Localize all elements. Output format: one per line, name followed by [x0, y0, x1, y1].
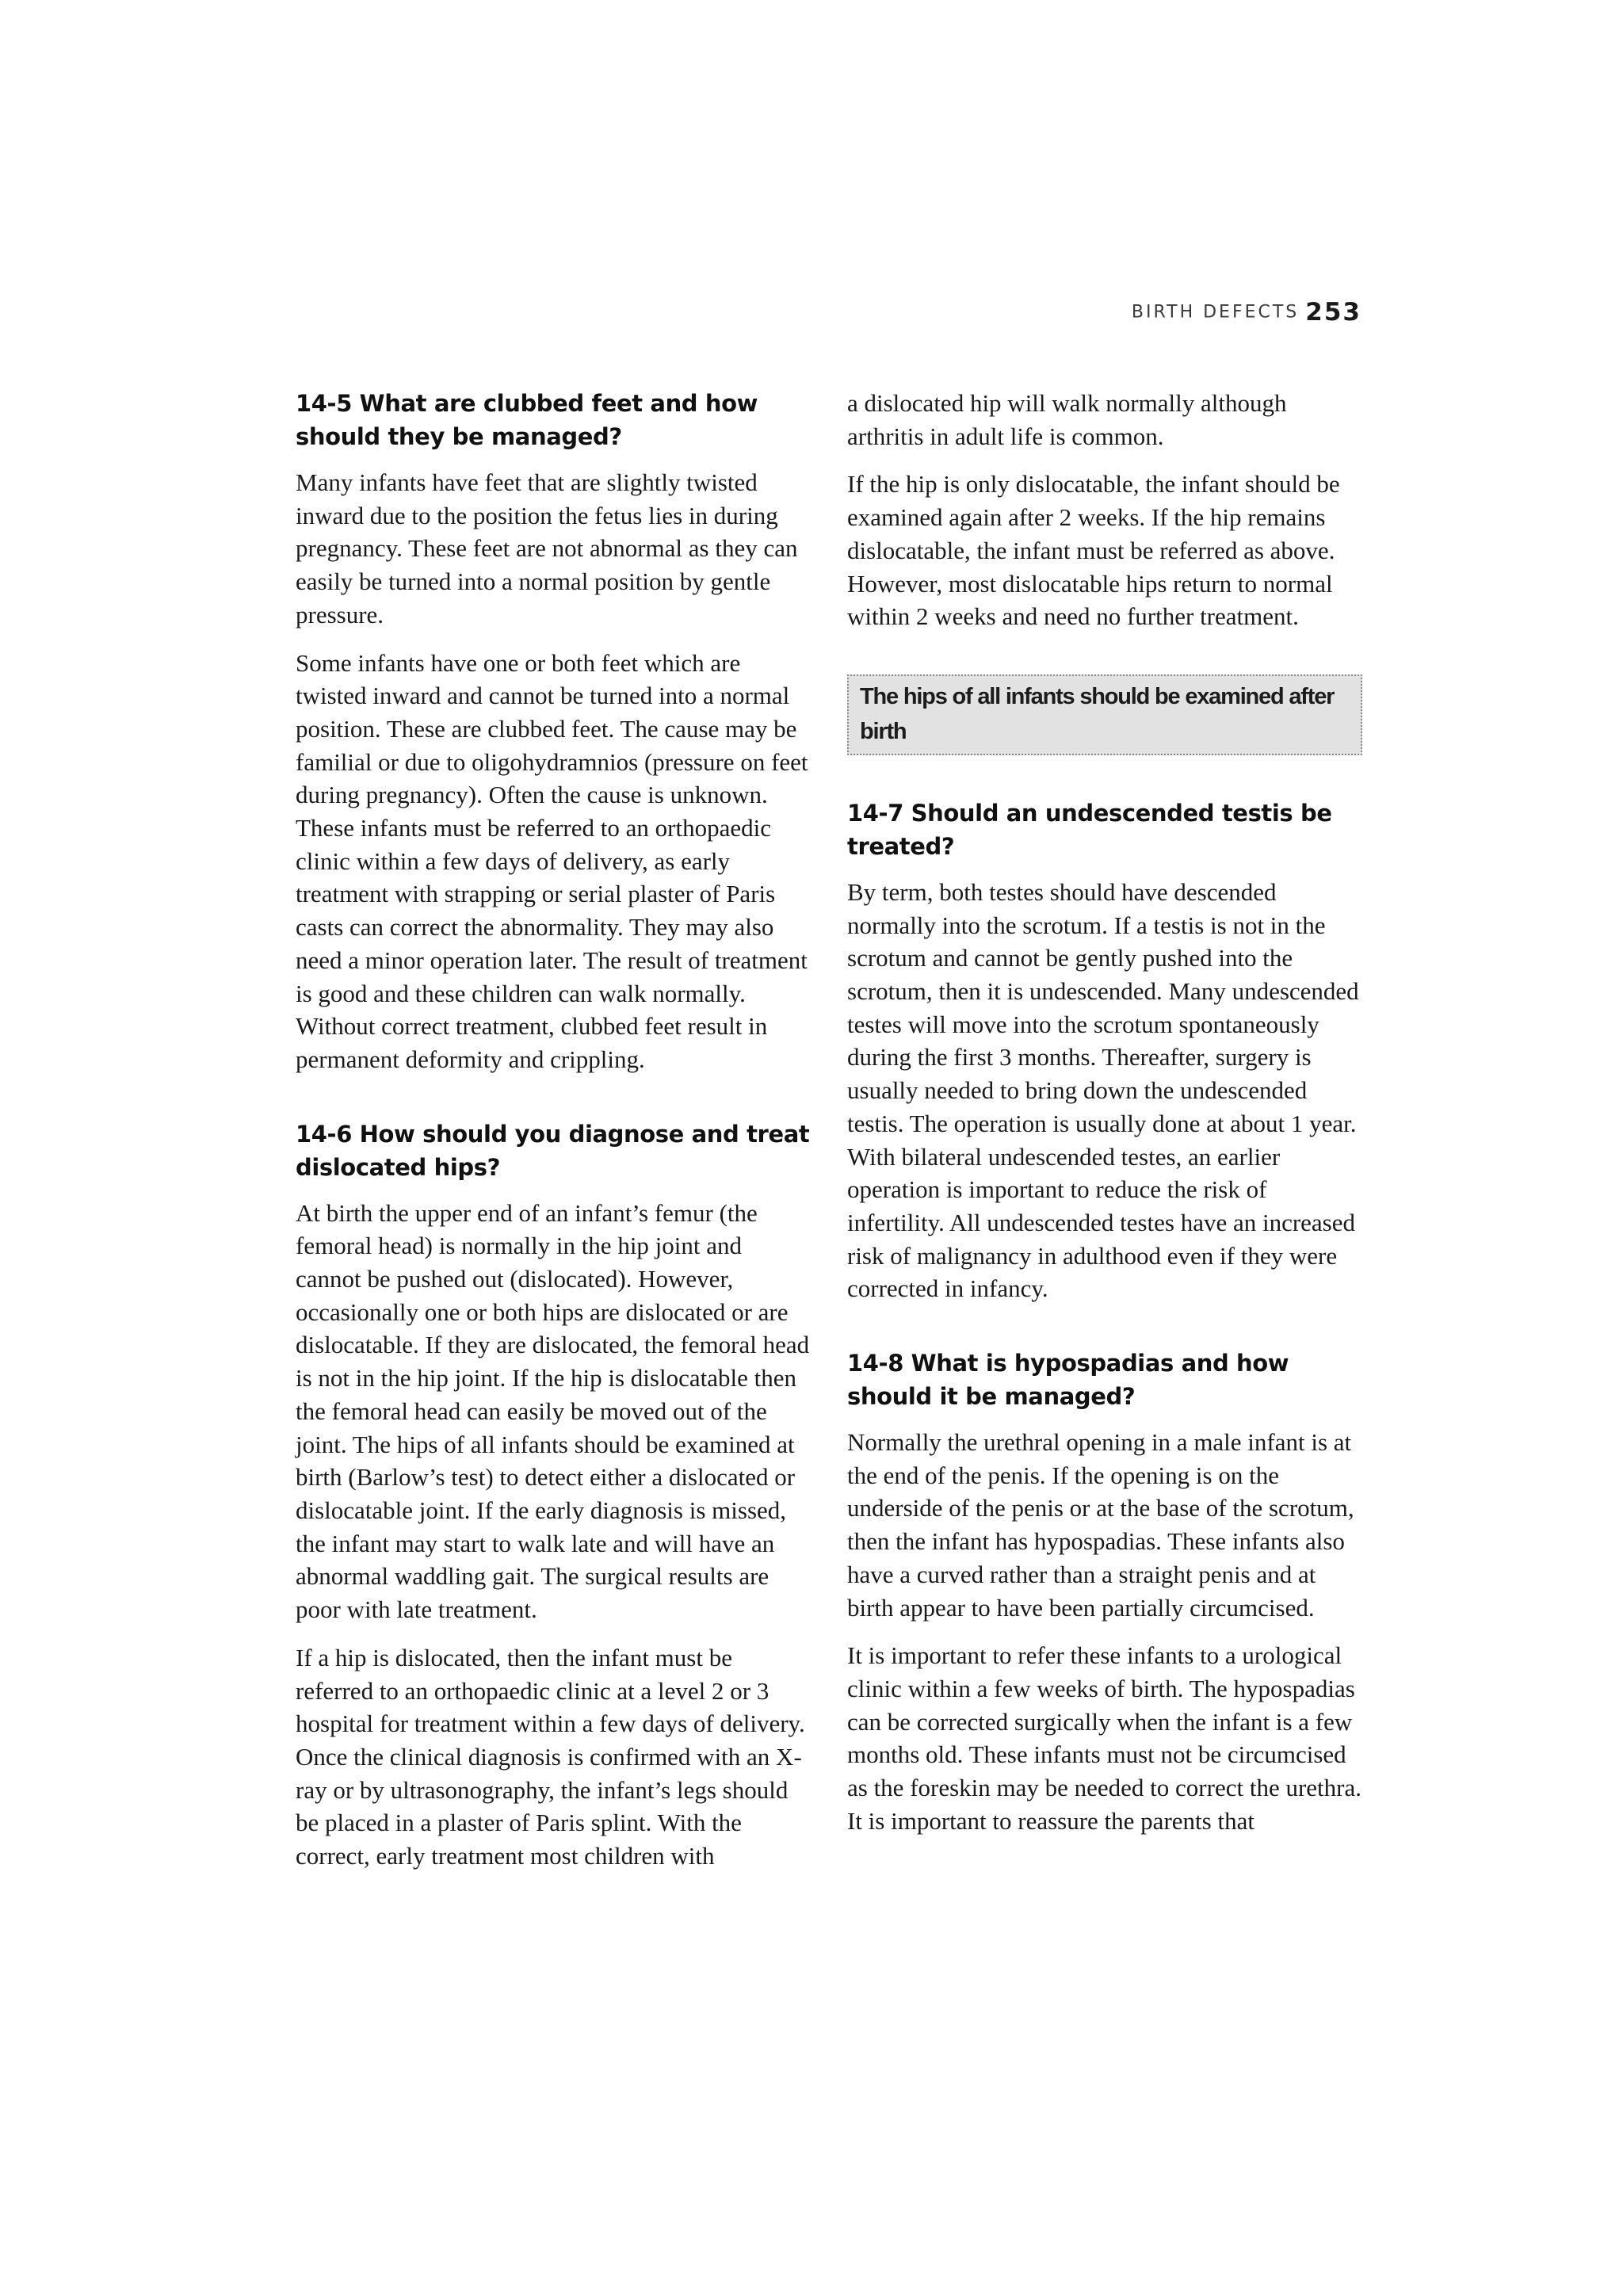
heading-undescended-testis: 14-7 Should an undescended testis be treated?	[847, 799, 1332, 860]
heading-clubbed-feet: 14-5 What are clubbed feet and how should they be managed?	[296, 390, 758, 450]
paragraph: At birth the upper end of an infant’s femur (the femoral head) is normally in the hip joint and cannot be pushed out (dislocated). However, occasionally one or both hips are dislocated or are dislocatable. If they are dislocated, the femoral head is not in the hip joint. If the hip is dislocatable then the femoral head can easily be moved out of the joint. The hips of all infants should be examined at birth (Barlow’s test) to detect either a dislocated or dislocatable joint. If the early diagnosis is missed, the infant may start to walk late and will have an abnormal waddling gait. The surgical results are poor with late treatment.	[296, 1198, 810, 1624]
right-column	[847, 387, 1362, 1853]
heading-hypospadias: 14-8 What is hypospadias and how should it be managed?	[847, 1350, 1289, 1411]
paragraph: If the hip is only dislocatable, the infant should be examined again after 2 weeks. If the hip remains dislocatable, the infant must be referred as above. However, most dislocatable hips return to normal within 2 weeks and need no further treatment.	[847, 470, 1340, 631]
paragraph: By term, both testes should have descended normally into the scrotum. If a testis is not in the scrotum and cannot be gently pushed into the scrotum, then it is undescended. Many undescended testes will move into the scrotum spontaneously during the first 3 months. Thereafter, surgery is usually needed to bring down the undescended testis. The operation is usually done at about 1 year. With bilateral undescended testes, an earlier operation is important to reduce the risk of infertility. All undescended testes have an increased risk of malignancy in adulthood even if they were corrected in infancy.	[847, 877, 1359, 1303]
page-number: 253	[1305, 298, 1361, 327]
paragraph: Some infants have one or both feet which are twisted inward and cannot be turned into a normal position. These are clubbed feet. The cause may be familial or due to oligohydramnios (pressure on feet during pregnancy). Often the cause is unknown. These infants must be referred to an orthopaedic clinic within a few days of delivery, as early treatment with strapping or serial plaster of Paris casts can correct the abnormality. They may also need a minor operation later. The result of treatment is good and these children can walk normally. Without correct treatment, clubbed feet result in permanent deformity and crippling.	[296, 648, 808, 1073]
heading-dislocated-hips: 14-6 How should you diagnose and treat dislocated hips?	[296, 1120, 810, 1181]
running-header-section: BIRTH DEFECTS	[1131, 302, 1300, 323]
left-column	[296, 387, 811, 1888]
running-header	[1132, 298, 1361, 327]
paragraph: a dislocated hip will walk normally although arthritis in adult life is common.	[847, 389, 1287, 450]
paragraph: Many infants have feet that are slightly twisted inward due to the position the fetus lies in during pregnancy. These feet are not abnormal as they can easily be turned into a normal position by gentle pressure.	[296, 468, 798, 628]
paragraph: Normally the urethral opening in a male infant is at the end of the penis. If the opening is on the underside of the penis or at the base of the scrotum, then the infant has hypospadias. These infants also have a curved rather than a straight penis and at birth appear to have been partially circumcised.	[847, 1428, 1354, 1622]
callout-box	[847, 674, 1362, 755]
paragraph: If a hip is dislocated, then the infant must be referred to an orthopaedic clinic at a level 2 or 3 hospital for treatment within a few days of delivery. Once the clinical diagnosis is confirmed with an X-ray or by ultrasonography, the infant’s legs should be placed in a plaster of Paris splint. With the correct, early treatment most children with	[296, 1643, 805, 1870]
callout-text: The hips of all infants should be examined after birth	[860, 683, 1335, 744]
paragraph: It is important to refer these infants to a urological clinic within a few weeks of birth. The hypospadias can be corrected surgically when the infant is a few months old. These infants must not be circumcised as the foreskin may be needed to correct the urethra. It is important to reassure the parents that	[847, 1641, 1361, 1835]
